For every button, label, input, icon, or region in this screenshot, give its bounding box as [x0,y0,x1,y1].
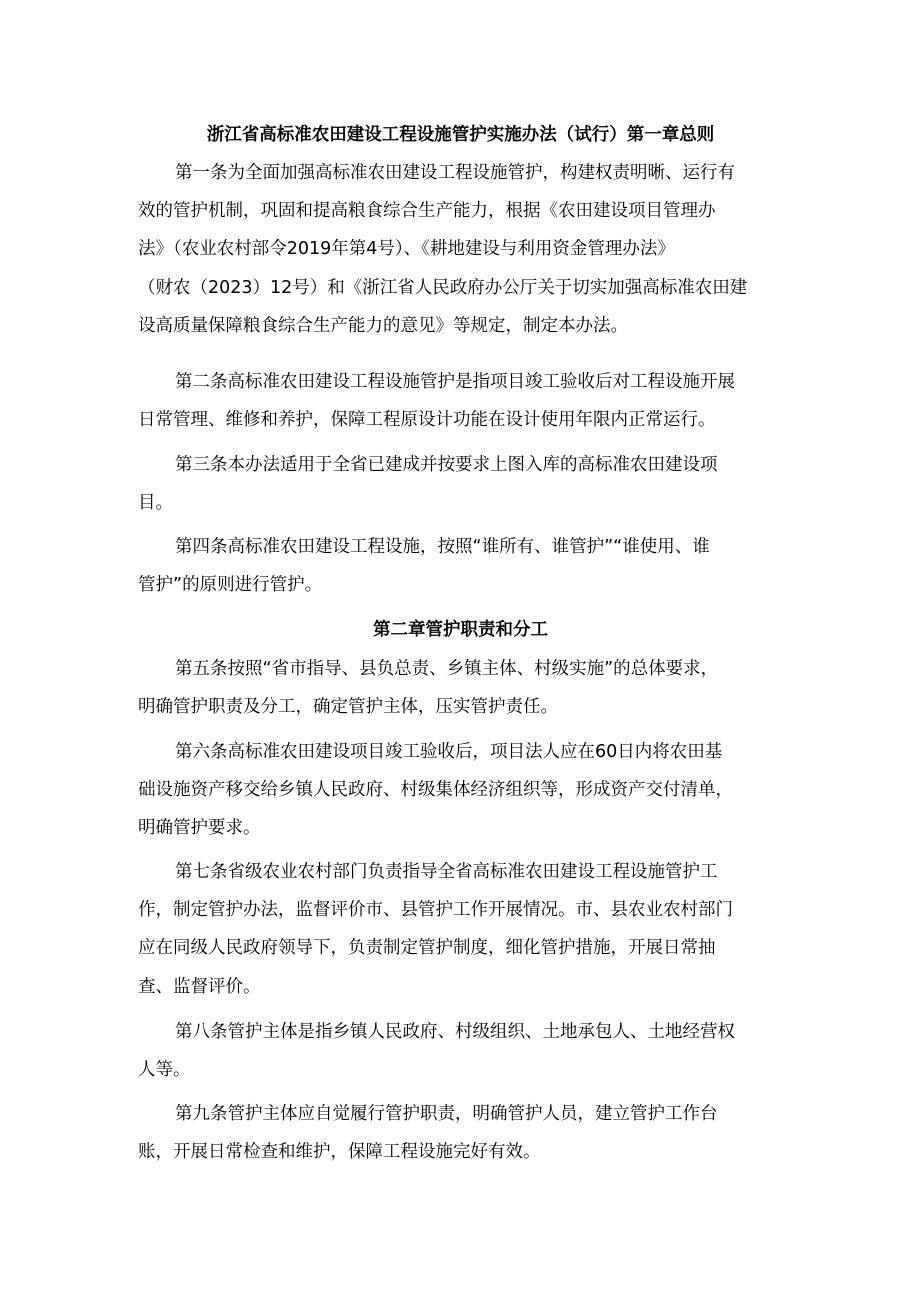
article-line: 第八条管护主体是指乡镇人民政府、村级组织、土地承包人、土地经营权 [175,1022,735,1042]
article-5 [138,650,783,726]
article-line: 管护”的原则进行管护。 [138,575,323,596]
article-line: 第三条本办法适用于全省已建成并按要求上图入库的高标准农田建设项 [175,455,718,475]
article-line: （财农（2023）12号）和《浙江省人民政府办公厅关于切实加强高标准农田建 [138,277,748,298]
article-line: 应在同级人民政府领导下，负责制定管护制度，细化管护措施，开展日常抽 [138,938,716,959]
article-2 [138,363,783,439]
article-9 [138,1095,783,1171]
chapter-2-title: 第二章管护职责和分工 [373,620,548,640]
article-line: 第六条高标准农田建设项目竣工验收后，项目法人应在60日内将农田基 [175,742,723,762]
article-line: 第九条管护主体应自觉履行管护职责，明确管护人员，建立管护工作台 [175,1104,718,1124]
article-line: 第七条省级农业农村部门负责指导全省高标准农田建设工程设施管护工 [175,862,718,882]
article-4 [138,528,783,604]
article-line: 日常管理、维修和养护，保障工程原设计功能在设计使用年限内正常运行。 [138,410,716,431]
article-line: 础设施资产移交给乡镇人民政府、村级集体经济组织等，形成资产交付清单， [138,780,733,801]
article-3 [138,446,783,522]
article-8 [138,1013,783,1089]
article-7 [138,853,783,1006]
article-line: 第五条按照“省市指导、县负总责、乡镇主体、村级实施”的总体要求， [175,659,719,679]
article-line: 作，制定管护办法，监督评价市、县管护工作开展情况。市、县农业农村部门 [138,900,733,921]
article-line: 查、监督评价。 [138,976,261,997]
article-line: 设高质量保障粮食综合生产能力的意见》等规定，制定本办法。 [138,315,628,336]
article-line: 第四条高标准农田建设工程设施，按照“谁所有、谁管护”“谁使用、谁 [175,537,710,557]
article-line: 第二条高标准农田建设工程设施管护是指项目竣工验收后对工程设施开展 [175,372,735,392]
article-line: 明确管护职责及分工，确定管护主体，压实管护责任。 [138,697,558,718]
article-1 [138,154,783,345]
article-line: 明确管护要求。 [138,818,261,839]
article-line: 目。 [138,493,173,514]
article-line: 人等。 [138,1060,191,1081]
article-line: 账，开展日常检查和维护，保障工程设施完好有效。 [138,1142,541,1163]
article-line: 效的管护机制，巩固和提高粮食综合生产能力，根据《农田建设项目管理办 [138,201,716,222]
article-line: 法》（农业农村部令2019年第4号）、《耕地建设与利用资金管理办法》 [138,239,675,260]
article-6 [138,733,783,848]
article-line: 第一条为全面加强高标准农田建设工程设施管护，构建权责明晰、运行有 [175,163,735,183]
document-title: 浙江省高标准农田建设工程设施管护实施办法（试行）第一章总则 [206,125,715,145]
